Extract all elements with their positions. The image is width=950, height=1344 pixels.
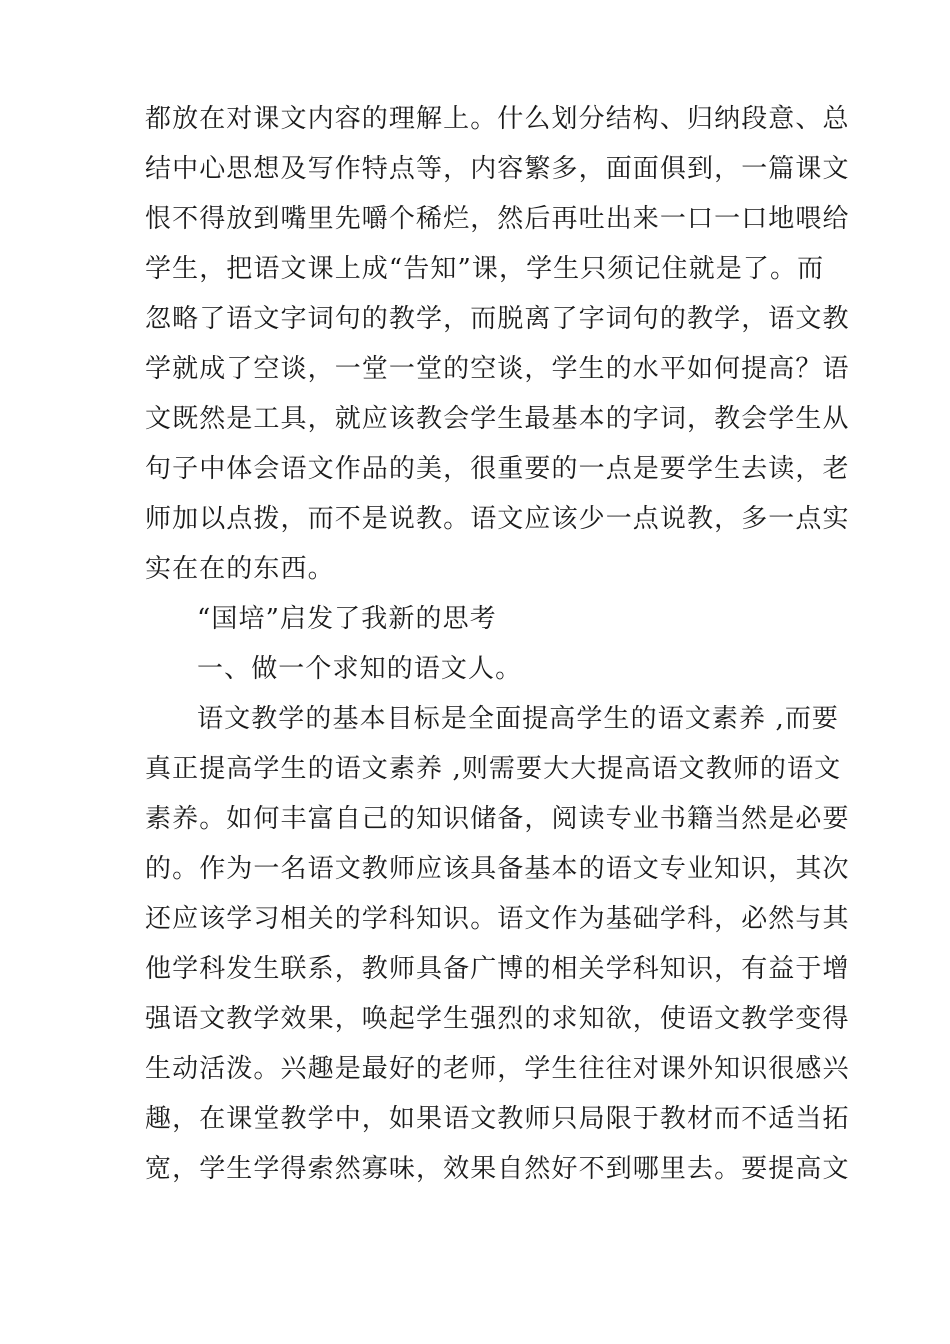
text-line: 忽略了语文字词句的教学，而脱离了字词句的教学，语文教 bbox=[145, 304, 850, 334]
text-line: 句子中体会语文作品的美，很重要的一点是要学生去读，老 bbox=[145, 454, 850, 484]
subsection-heading: 一、做一个求知的语文人。 bbox=[197, 654, 523, 684]
text-line: 素养。如何丰富自己的知识储备，阅读专业书籍当然是必要 bbox=[145, 804, 850, 834]
text-line: 趣，在课堂教学中，如果语文教师只局限于教材而不适当拓 bbox=[145, 1104, 850, 1134]
document-body bbox=[145, 94, 850, 1194]
text-line: 强语文教学效果，唤起学生强烈的求知欲，使语文教学变得 bbox=[145, 1004, 850, 1034]
text-line: 学生，把语文课上成“告知”课，学生只须记住就是了。而 bbox=[145, 254, 825, 284]
text-line: 学就成了空谈，一堂一堂的空谈，学生的水平如何提高？语 bbox=[145, 354, 850, 384]
text-line: 真正提高学生的语文素养 ,则需要大大提高语文教师的语文 bbox=[145, 754, 842, 784]
text-line: 的。作为一名语文教师应该具备基本的语文专业知识，其次 bbox=[145, 854, 850, 884]
text-line: 实在在的东西。 bbox=[145, 554, 335, 584]
text-line: 宽，学生学得索然寡味，效果自然好不到哪里去。要提高文 bbox=[145, 1154, 850, 1184]
text-line: 文既然是工具，就应该教会学生最基本的字词，教会学生从 bbox=[145, 404, 850, 434]
text-line: 生动活泼。兴趣是最好的老师，学生往往对课外知识很感兴 bbox=[145, 1054, 850, 1084]
text-line: 都放在对课文内容的理解上。什么划分结构、归纳段意、总 bbox=[145, 104, 850, 134]
text-line: 恨不得放到嘴里先嚼个稀烂，然后再吐出来一口一口地喂给 bbox=[145, 204, 850, 234]
section-heading: “国培”启发了我新的思考 bbox=[197, 604, 497, 634]
paragraph-first-line: 语文教学的基本目标是全面提高学生的语文素养 ,而要 bbox=[197, 704, 840, 734]
text-line: 结中心思想及写作特点等，内容繁多，面面俱到，一篇课文 bbox=[145, 154, 850, 184]
text-line: 还应该学习相关的学科知识。语文作为基础学科，必然与其 bbox=[145, 904, 850, 934]
text-line: 师加以点拨，而不是说教。语文应该少一点说教，多一点实 bbox=[145, 504, 850, 534]
text-line: 他学科发生联系，教师具备广博的相关学科知识，有益于增 bbox=[145, 954, 850, 984]
